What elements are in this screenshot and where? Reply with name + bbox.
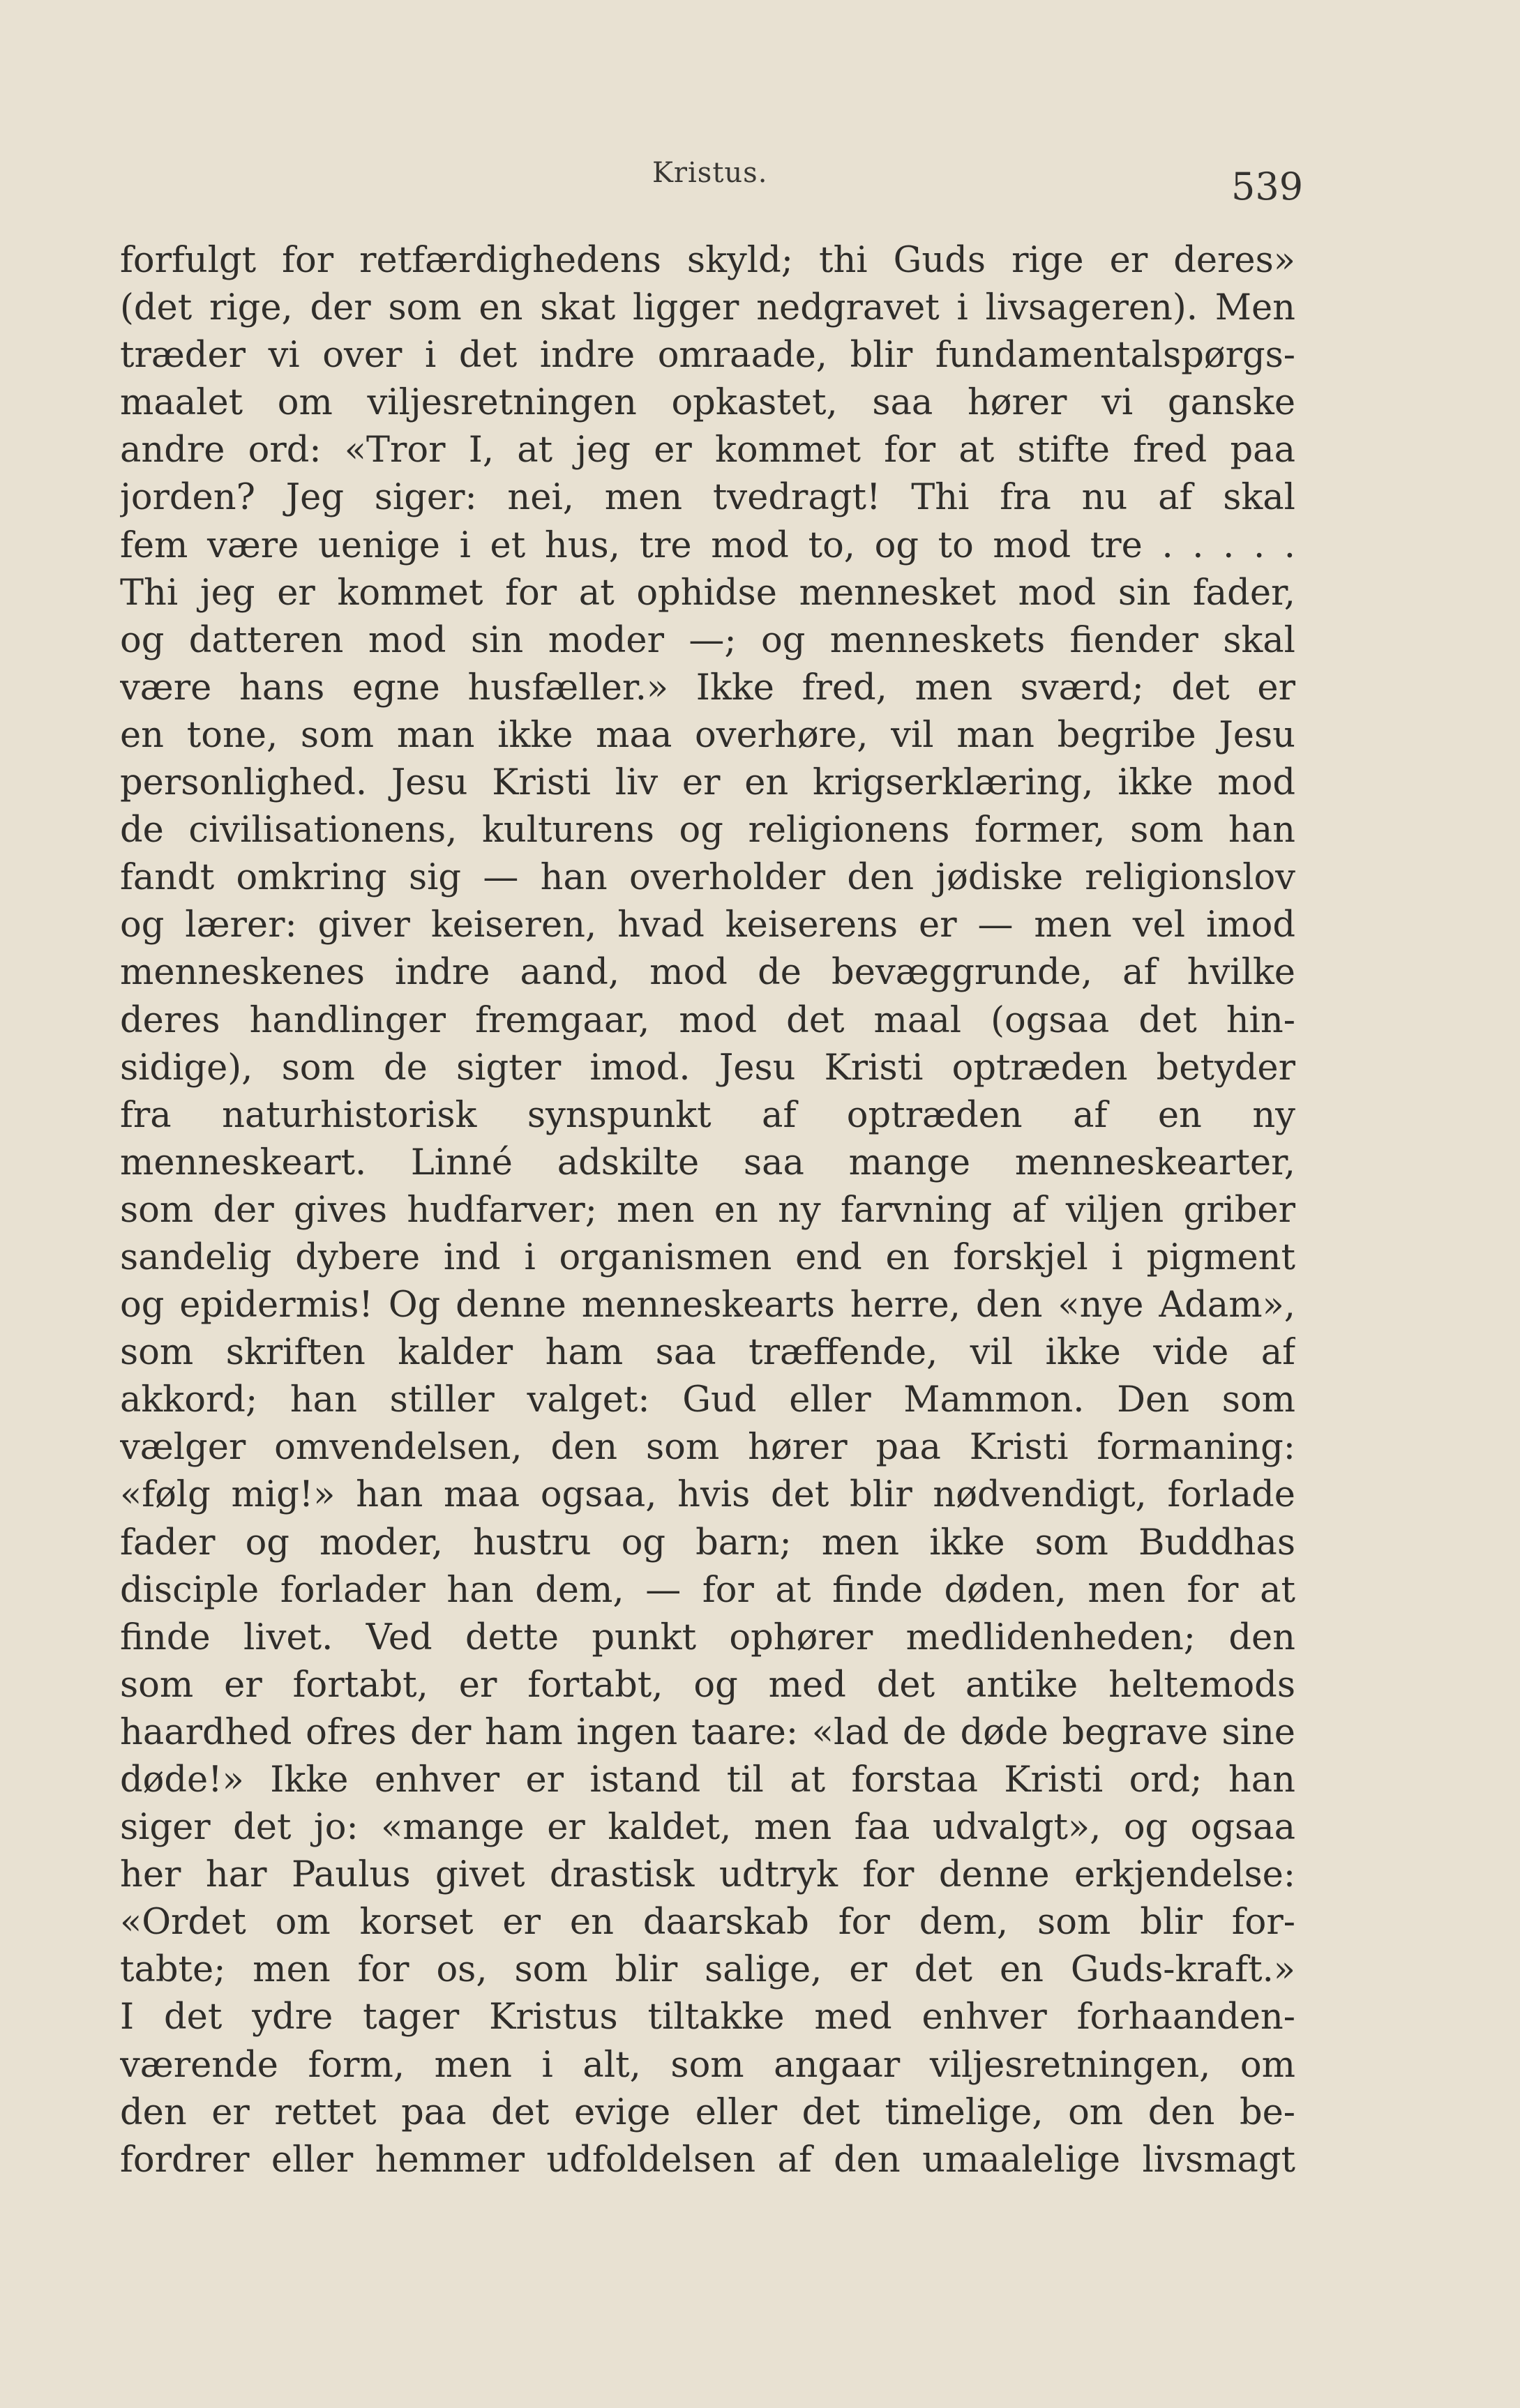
text-line: menneskenes indre aand, mod de bevæggrunde, af hvilke — [120, 952, 1295, 994]
text-line: «Ordet om korset er en daarskab for dem, som blir for- — [120, 1902, 1295, 1944]
text-line: forfulgt for retfærdighedens skyld; thi Guds rige er deres» — [120, 240, 1295, 281]
text-line: træder vi over i det indre omraade, blir fundamentalspørgs- — [120, 335, 1295, 377]
text-line: (det rige, der som en skat ligger nedgravet i livsageren). Men — [120, 287, 1295, 329]
text-line: en tone, som man ikke maa overhøre, vil man begribe Jesu — [120, 714, 1295, 756]
text-line: fra naturhistorisk synspunkt af optræden af en ny — [120, 1094, 1295, 1136]
text-line: disciple forlader han dem, — for at finde døden, men for at — [120, 1569, 1295, 1611]
text-line: sandelig dybere ind i organismen end en forskjel i pigment — [120, 1236, 1295, 1278]
text-line: og epidermis! Og denne menneskearts herre, den «nye Adam», — [120, 1285, 1295, 1326]
text-line: personlighed. Jesu Kristi liv er en krigserklæring, ikke mod — [120, 762, 1295, 804]
body-text — [120, 237, 1295, 2184]
text-line: og lærer: giver keiseren, hvad keiserens er — men vel imod — [120, 904, 1295, 946]
text-line: I det ydre tager Kristus tiltakke med enhver forhaanden- — [120, 1997, 1295, 2038]
text-line: tabte; men for os, som blir salige, er det en Guds-kraft.» — [120, 1949, 1295, 1991]
text-line: Thi jeg er kommet for at ophidse mennesket mod sin fader, — [120, 572, 1295, 614]
text-line: som er fortabt, er fortabt, og med det antike heltemods — [120, 1664, 1295, 1706]
text-line: menneskeart. Linné adskilte saa mange menneskearter, — [120, 1142, 1295, 1183]
page-number: 539 — [1231, 165, 1304, 209]
text-line: sidige), som de sigter imod. Jesu Kristi optræden betyder — [120, 1047, 1295, 1089]
text-line: være hans egne husfæller.» Ikke fred, men sværd; det er — [120, 667, 1295, 709]
text-line: fem være uenige i et hus, tre mod to, og to mod tre . . . . . — [120, 524, 1295, 566]
text-line: som skriften kalder ham saa træffende, vil ikke vide af — [120, 1332, 1295, 1374]
text-line: den er rettet paa det evige eller det timelige, om den be- — [120, 2091, 1295, 2133]
text-line: vælger omvendelsen, den som hører paa Kristi formaning: — [120, 1427, 1295, 1469]
text-line: maalet om viljesretningen opkastet, saa hører vi ganske — [120, 382, 1295, 424]
text-line: fandt omkring sig — han overholder den jødiske religionslov — [120, 857, 1295, 899]
text-line: fader og moder, hustru og barn; men ikke som Buddhas — [120, 1522, 1295, 1563]
text-line: «følg mig!» han maa ogsaa, hvis det blir nødvendigt, forlade — [120, 1474, 1295, 1516]
text-line: som der gives hudfarver; men en ny farvning af viljen griber — [120, 1189, 1295, 1231]
text-line: fordrer eller hemmer udfoldelsen af den umaalelige livsmagt — [120, 2139, 1295, 2181]
text-line: de civilisationens, kulturens og religionens former, som han — [120, 810, 1295, 851]
text-line: her har Paulus givet drastisk udtryk for denne erkjendelse: — [120, 1854, 1295, 1896]
text-line: haardhed ofres der ham ingen taare: «lad de døde begrave sine — [120, 1711, 1295, 1753]
text-line: andre ord: «Tror I, at jeg er kommet for at stifte fred paa — [120, 430, 1295, 471]
running-title: Kristus. — [652, 157, 768, 189]
text-line: værende form, men i alt, som angaar viljesretningen, om — [120, 2044, 1295, 2086]
text-line: jorden? Jeg siger: nei, men tvedragt! Thi fra nu af skal — [120, 477, 1295, 519]
text-line: og datteren mod sin moder —; og menneskets fiender skal — [120, 619, 1295, 661]
text-line: deres handlinger fremgaar, mod det maal (ogsaa det hin- — [120, 999, 1295, 1041]
text-line: akkord; han stiller valget: Gud eller Mammon. Den som — [120, 1379, 1295, 1421]
text-line: siger det jo: «mange er kaldet, men faa udvalgt», og ogsaa — [120, 1807, 1295, 1849]
text-line: døde!» Ikke enhver er istand til at forstaa Kristi ord; han — [120, 1759, 1295, 1801]
text-line: finde livet. Ved dette punkt ophører medlidenheden; den — [120, 1616, 1295, 1658]
